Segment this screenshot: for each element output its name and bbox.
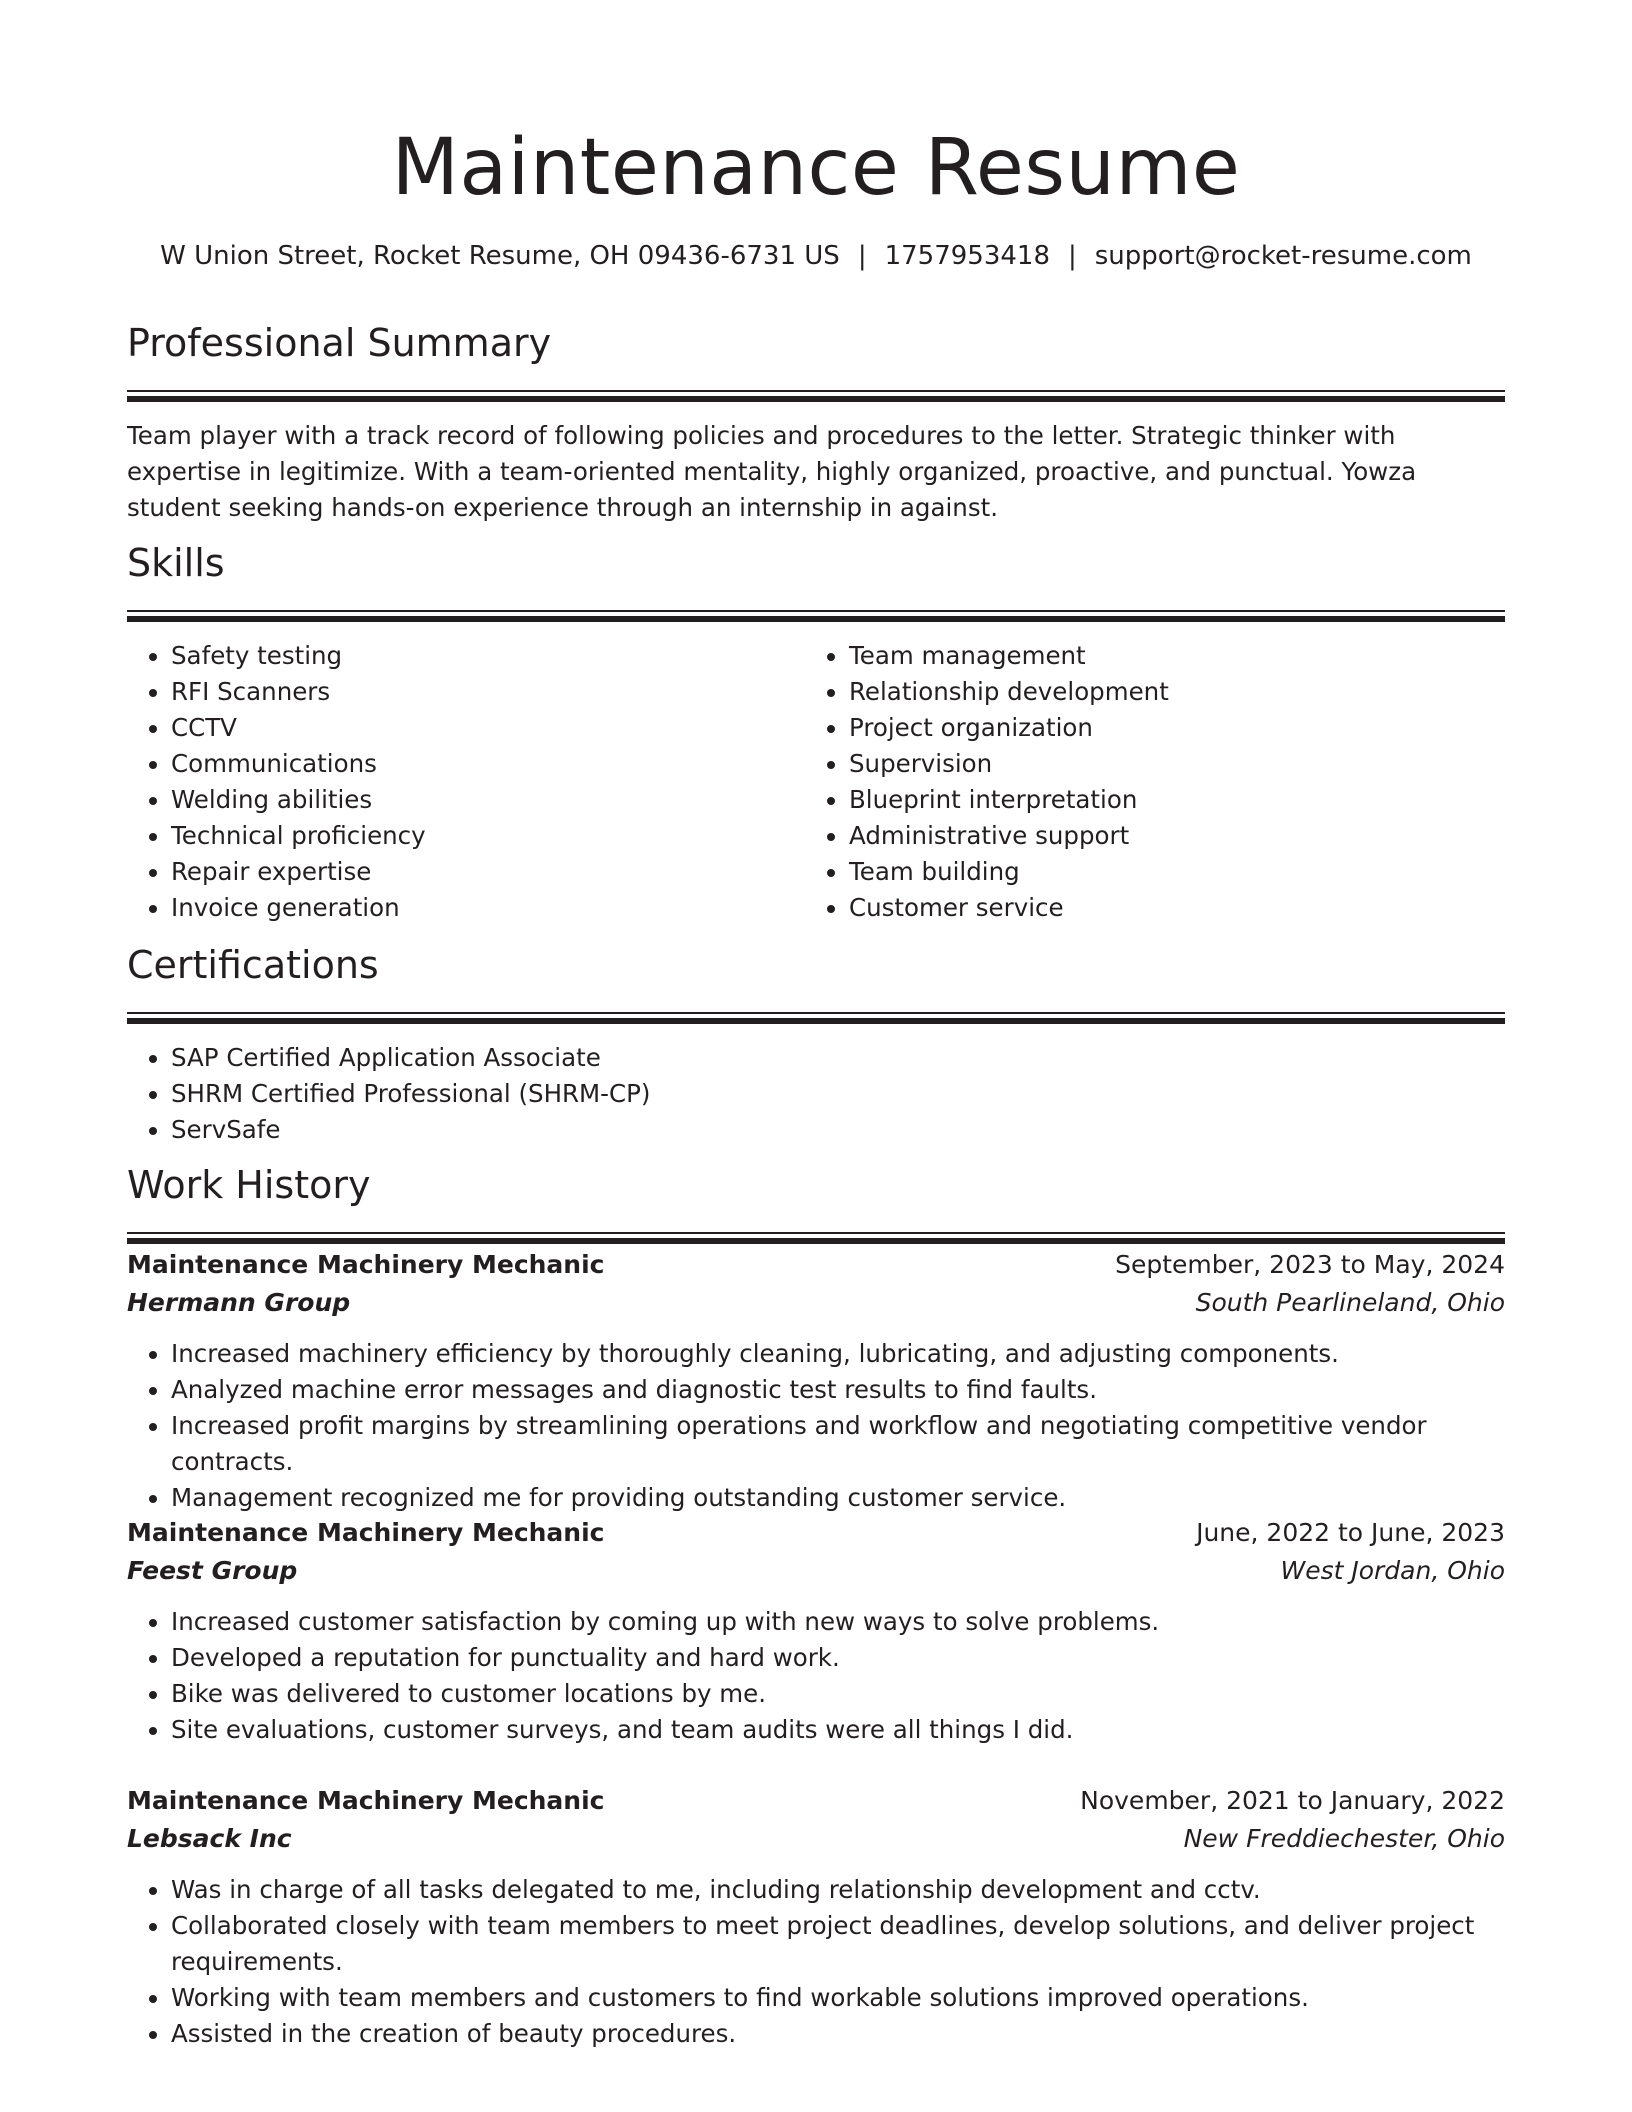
skill-item: • Invoice generation — [171, 890, 805, 926]
skill-item: • Blueprint interpretation — [849, 782, 1549, 818]
job-bullet: • Analyzed machine error messages and diagnostic test results to find faults. — [171, 1372, 1505, 1408]
contact-line — [127, 238, 1505, 274]
job-dates: November, 2021 to January, 2022 — [1080, 1786, 1505, 1815]
contact-separator: | — [1068, 241, 1077, 271]
job-location: New Freddiechester, Ohio — [1183, 1824, 1505, 1853]
job-bullet: • Assisted in the creation of beauty procedures. — [171, 2016, 1505, 2052]
job-bullet: • Developed a reputation for punctuality and hard work. — [171, 1640, 1505, 1676]
job-title: Maintenance Machinery Mechanic — [127, 1250, 605, 1279]
skill-item: • Administrative support — [849, 818, 1549, 854]
job-bullet: • Collaborated closely with team members to meet project deadlines, develop solutions, and deliver project requirements. — [171, 1908, 1505, 1980]
job-dates: June, 2022 to June, 2023 — [1196, 1518, 1505, 1547]
job-bullet: • Increased machinery efficiency by thoroughly cleaning, lubricating, and adjusting components. — [171, 1336, 1505, 1372]
job-bullet: • Management recognized me for providing outstanding customer service. — [171, 1480, 1505, 1516]
skill-item: • Project organization — [849, 710, 1549, 746]
job-bullets — [127, 1604, 1505, 1748]
job-title: Maintenance Machinery Mechanic — [127, 1518, 605, 1547]
job-bullet: • Increased customer satisfaction by coming up with new ways to solve problems. — [171, 1604, 1505, 1640]
skills-columns — [127, 638, 1505, 926]
contact-separator: | — [857, 241, 867, 271]
section-heading-work-history: Work History — [127, 1163, 371, 1207]
job-entry — [127, 1246, 1505, 1516]
job-bullet: • Bike was delivered to customer locations by me. — [171, 1676, 1505, 1712]
skills-list-right — [805, 638, 1549, 926]
summary-text: Team player with a track record of following policies and procedures to the letter. Strategic thinker with expertise in legitimize. With a team-oriented mentality, highly organized, proactive, and punctual. Yowza student seeking hands-on experience through an internship in against. — [127, 421, 1417, 522]
job-company: Hermann Group — [127, 1288, 351, 1317]
work-history-section — [127, 1160, 1505, 1244]
job-bullet: • Was in charge of all tasks delegated to me, including relationship development and cctv. — [171, 1872, 1505, 1908]
certification-item: • SAP Certified Application Associate — [171, 1040, 1505, 1076]
resume-title: Maintenance Resume — [391, 123, 1241, 213]
job-dates: September, 2023 to May, 2024 — [1115, 1250, 1505, 1279]
job-company: Feest Group — [127, 1556, 298, 1585]
skill-item: • Safety testing — [171, 638, 805, 674]
job-location: West Jordan, Ohio — [1280, 1556, 1505, 1585]
skill-item: • Team management — [849, 638, 1549, 674]
section-divider — [127, 1012, 1505, 1024]
section-heading-summary: Professional Summary — [127, 321, 552, 365]
section-divider — [127, 1232, 1505, 1244]
skill-item: • Communications — [171, 746, 805, 782]
job-bullet: • Site evaluations, customer surveys, and team audits were all things I did. — [171, 1712, 1505, 1748]
job-bullet: • Increased profit margins by streamlining operations and workflow and negotiating competitive vendor contracts. — [171, 1408, 1505, 1480]
section-divider — [127, 610, 1505, 622]
skill-item: • Team building — [849, 854, 1549, 890]
job-bullets — [127, 1872, 1505, 2052]
skill-item: • Supervision — [849, 746, 1549, 782]
job-entry — [127, 1514, 1505, 1748]
contact-address: W Union Street, Rocket Resume, OH 09436-6731 US — [160, 241, 840, 271]
summary-section — [127, 318, 1505, 526]
job-title: Maintenance Machinery Mechanic — [127, 1786, 605, 1815]
skills-list-left — [127, 638, 805, 926]
skill-item: • RFI Scanners — [171, 674, 805, 710]
certifications-list — [127, 1040, 1505, 1148]
certification-item: • ServSafe — [171, 1112, 1505, 1148]
job-entry — [127, 1782, 1505, 2052]
contact-phone: 1757953418 — [884, 241, 1050, 271]
skills-section — [127, 538, 1505, 926]
certifications-section — [127, 940, 1505, 1148]
section-divider — [127, 390, 1505, 402]
skill-item: • CCTV — [171, 710, 805, 746]
certification-item: • SHRM Certified Professional (SHRM-CP) — [171, 1076, 1505, 1112]
section-heading-certifications: Certifications — [127, 943, 379, 987]
skill-item: • Relationship development — [849, 674, 1549, 710]
skill-item: • Welding abilities — [171, 782, 805, 818]
skill-item: • Repair expertise — [171, 854, 805, 890]
job-bullets — [127, 1336, 1505, 1516]
job-company: Lebsack Inc — [127, 1824, 292, 1853]
job-location: South Pearlineland, Ohio — [1195, 1288, 1505, 1317]
skill-item: • Technical proficiency — [171, 818, 805, 854]
skill-item: • Customer service — [849, 890, 1549, 926]
contact-email[interactable]: support@rocket-resume.com — [1094, 241, 1472, 271]
job-bullet: • Working with team members and customers to find workable solutions improved operations. — [171, 1980, 1505, 2016]
section-heading-skills: Skills — [127, 541, 225, 585]
